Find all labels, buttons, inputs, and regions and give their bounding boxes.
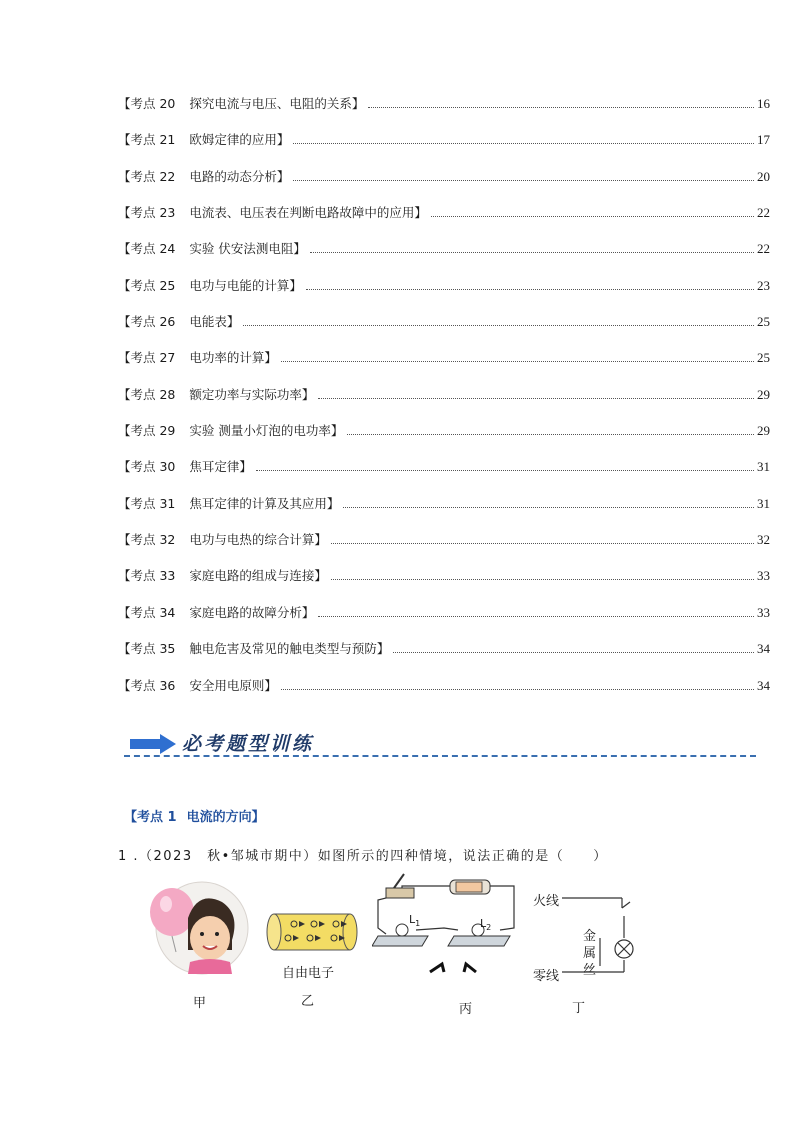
toc-dot-leader xyxy=(310,251,754,253)
toc-page-number: 17 xyxy=(757,132,770,148)
toc-tag: 【考点 22 xyxy=(118,168,176,184)
toc-entry[interactable] xyxy=(118,385,770,421)
banner-title: 必考题型训练 xyxy=(182,733,315,755)
girl-balloon-image xyxy=(140,880,250,980)
toc-entry[interactable] xyxy=(118,421,770,457)
neutral-wire-label: 零线 xyxy=(533,969,560,984)
toc-tag: 【考点 23 xyxy=(118,205,176,221)
toc-entry[interactable] xyxy=(118,348,770,384)
toc-page-number: 29 xyxy=(757,386,770,402)
toc-tag: 【考点 36 xyxy=(118,677,176,693)
figure-label-jia: 甲 xyxy=(193,996,207,1011)
toc-entry[interactable] xyxy=(118,312,770,348)
toc-page-number: 33 xyxy=(757,568,770,584)
toc-page-number: 16 xyxy=(757,96,770,111)
toc-dot-leader xyxy=(281,360,754,362)
metal-wire-label-1: 金 xyxy=(583,929,597,944)
toc-entry[interactable] xyxy=(118,167,770,203)
banner-divider xyxy=(124,755,756,757)
toc-title: 电功与电能的计算】 xyxy=(189,277,302,293)
free-electron-conductor-diagram xyxy=(264,910,360,954)
toc-page-number: 32 xyxy=(757,532,770,548)
toc-page-number: 31 xyxy=(757,459,770,475)
toc-dot-leader xyxy=(343,506,754,508)
toc-tag: 【考点 35 xyxy=(118,641,176,657)
toc-tag: 【考点 28 xyxy=(118,386,176,402)
section-heading xyxy=(124,806,265,825)
toc-entry[interactable] xyxy=(118,603,770,639)
toc-entry[interactable] xyxy=(118,639,770,675)
figure-label-yi: 乙 xyxy=(301,994,315,1009)
toc-entry[interactable] xyxy=(118,530,770,566)
toc-title: 安全用电原则】 xyxy=(189,677,277,693)
toc-title: 探究电流与电压、电阻的关系】 xyxy=(189,96,365,111)
toc-title: 实验 测量小灯泡的电功率】 xyxy=(189,423,344,439)
free-electron-caption: 自由电子 xyxy=(282,966,335,981)
toc-page-number: 25 xyxy=(757,350,770,366)
toc-title: 电能表】 xyxy=(189,314,240,330)
toc-dot-leader xyxy=(256,469,754,471)
toc-tag: 【考点 32 xyxy=(118,532,176,548)
toc-page-number: 22 xyxy=(757,241,770,257)
toc-title: 家庭电路的组成与连接】 xyxy=(189,568,327,584)
toc-entry[interactable] xyxy=(118,239,770,275)
toc-entry[interactable] xyxy=(118,494,770,530)
toc-title: 焦耳定律的计算及其应用】 xyxy=(189,495,340,511)
toc-page-number: 25 xyxy=(757,314,770,330)
toc-tag: 【考点 33 xyxy=(118,568,176,584)
toc-entry[interactable] xyxy=(118,676,770,712)
toc-dot-leader xyxy=(347,433,754,435)
toc-tag: 【考点 30 xyxy=(118,459,176,475)
household-circuit-diagram xyxy=(560,890,640,980)
live-wire-label: 火线 xyxy=(533,894,560,909)
toc-title: 实验 伏安法测电阻】 xyxy=(189,241,306,257)
section-title: 电流的方向】 xyxy=(186,810,265,825)
table-of-contents xyxy=(118,94,770,712)
toc-dot-leader xyxy=(318,615,754,617)
toc-tag: 【考点 20 xyxy=(118,96,176,111)
toc-dot-leader xyxy=(243,324,754,326)
toc-entry[interactable] xyxy=(118,203,770,239)
toc-tag: 【考点 25 xyxy=(118,277,176,293)
toc-tag: 【考点 21 xyxy=(118,132,176,148)
toc-dot-leader xyxy=(293,179,754,181)
toc-entry[interactable] xyxy=(118,276,770,312)
figure-label-ding: 丁 xyxy=(572,1001,586,1016)
toc-page-number: 34 xyxy=(757,677,770,693)
section-banner xyxy=(124,728,756,760)
toc-tag: 【考点 31 xyxy=(118,495,176,511)
toc-title: 焦耳定律】 xyxy=(189,459,252,475)
toc-title: 欧姆定律的应用】 xyxy=(189,132,290,148)
section-tag: 【考点 1 xyxy=(124,810,177,825)
toc-title: 电功与电热的综合计算】 xyxy=(189,532,327,548)
toc-page-number: 31 xyxy=(757,495,770,511)
metal-wire-label-2: 属 xyxy=(583,946,597,961)
two-lamp-circuit-diagram xyxy=(372,872,520,990)
toc-dot-leader xyxy=(281,688,754,690)
arrow-right-icon xyxy=(130,734,176,754)
toc-tag: 【考点 27 xyxy=(118,350,176,366)
toc-page-number: 33 xyxy=(757,604,770,620)
figure-label-bing: 丙 xyxy=(459,1002,473,1017)
question-text: 1 .（2023 秋•邹城市期中）如图所示的四种情境，说法正确的是（ ） xyxy=(118,849,608,864)
toc-title: 触电危害及常见的触电类型与预防】 xyxy=(189,641,390,657)
toc-title: 电流表、电压表在判断电路故障中的应用】 xyxy=(189,205,427,221)
toc-dot-leader xyxy=(318,397,754,399)
toc-entry[interactable] xyxy=(118,130,770,166)
toc-tag: 【考点 26 xyxy=(118,314,176,330)
toc-dot-leader xyxy=(331,578,754,580)
toc-entry[interactable] xyxy=(118,94,770,130)
toc-tag: 【考点 29 xyxy=(118,423,176,439)
toc-title: 电功率的计算】 xyxy=(189,350,277,366)
toc-dot-leader xyxy=(331,542,754,544)
toc-title: 家庭电路的故障分析】 xyxy=(189,604,315,620)
toc-page-number: 20 xyxy=(757,168,770,184)
toc-entry[interactable] xyxy=(118,566,770,602)
toc-title: 电路的动态分析】 xyxy=(189,168,290,184)
lamp-l2-label: $L_2$ xyxy=(480,917,492,933)
toc-dot-leader xyxy=(306,288,754,290)
toc-dot-leader xyxy=(368,106,754,108)
toc-tag: 【考点 24 xyxy=(118,241,176,257)
toc-page-number: 22 xyxy=(757,205,770,221)
toc-dot-leader xyxy=(431,215,754,217)
metal-wire-label-3: 丝 xyxy=(583,963,597,978)
toc-page-number: 23 xyxy=(757,277,770,293)
toc-page-number: 34 xyxy=(757,641,770,657)
toc-title: 额定功率与实际功率】 xyxy=(189,386,315,402)
toc-entry[interactable] xyxy=(118,457,770,493)
lamp-l1-label: $L_1$ xyxy=(409,913,421,929)
toc-tag: 【考点 34 xyxy=(118,604,176,620)
toc-dot-leader xyxy=(293,142,754,144)
toc-page-number: 29 xyxy=(757,423,770,439)
toc-dot-leader xyxy=(393,651,754,653)
